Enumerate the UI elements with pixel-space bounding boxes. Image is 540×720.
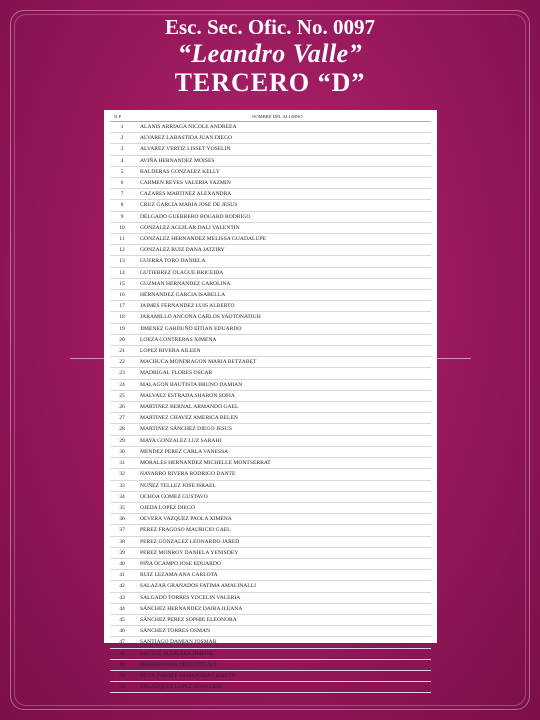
row-number: 35	[110, 502, 134, 513]
table-row	[110, 301, 431, 312]
table-row	[110, 637, 431, 648]
row-number: 21	[110, 346, 134, 357]
student-name: GONZALEZ AGUILAR DALI VALENTIN	[134, 222, 431, 233]
student-name: NUÑEZ TELLEZ JOSE ISRAEL	[134, 480, 431, 491]
table-row	[110, 323, 431, 334]
row-number: 32	[110, 469, 134, 480]
table-row	[110, 603, 431, 614]
row-number: 29	[110, 435, 134, 446]
title-block	[0, 14, 540, 98]
student-name: NAVARRO RIVERA RODRIGO DANTE	[134, 469, 431, 480]
decorative-line-left	[70, 358, 104, 359]
row-number: 9	[110, 211, 134, 222]
table-body	[110, 122, 431, 693]
table-row	[110, 446, 431, 457]
row-number: 26	[110, 402, 134, 413]
row-number: 51	[110, 682, 134, 693]
student-name: SÁNCHEZ TORRES OSMAN	[134, 626, 431, 637]
student-name: SÁNCHEZ HERNANDEZ DAIRA ILEANA	[134, 603, 431, 614]
table-row	[110, 144, 431, 155]
student-name: CAZARES MARTINEZ ALEXANDRA	[134, 189, 431, 200]
row-number: 10	[110, 222, 134, 233]
table-row	[110, 558, 431, 569]
student-name: MADRIGAL FLORES OSCAR	[134, 368, 431, 379]
row-number: 1	[110, 122, 134, 133]
table-row	[110, 514, 431, 525]
row-number: 22	[110, 357, 134, 368]
row-number: 49	[110, 659, 134, 670]
student-name: PIÑA OCAMPO JOSE EDUARDO	[134, 558, 431, 569]
row-number: 50	[110, 670, 134, 681]
table-row	[110, 536, 431, 547]
student-table	[110, 112, 431, 693]
column-header-name: NOMBRE DEL ALUMNO	[134, 112, 431, 122]
row-number: 36	[110, 514, 134, 525]
table-row	[110, 256, 431, 267]
student-name: OCHOA GOMEZ GUSTAVO	[134, 491, 431, 502]
student-name: MALAGON BAUTISTA BRUNO DAMIAN	[134, 379, 431, 390]
row-number: 25	[110, 390, 134, 401]
row-number: 3	[110, 144, 134, 155]
row-number: 37	[110, 525, 134, 536]
school-name: Esc. Sec. Ofic. No. 0097	[165, 15, 375, 39]
row-number: 27	[110, 413, 134, 424]
table-row	[110, 670, 431, 681]
student-name: CARMEN REYES VALERIA YAZMIN	[134, 178, 431, 189]
decorative-line-right	[437, 358, 471, 359]
table-row	[110, 570, 431, 581]
student-name: GUZMAN HERNANDEZ CAROLINA	[134, 278, 431, 289]
student-name: MARTINEZ SÁNCHEZ DIEGO JESUS	[134, 424, 431, 435]
student-name: MACHUCA MONDRAGON MARIA BETZABET	[134, 357, 431, 368]
row-number: 15	[110, 278, 134, 289]
row-number: 8	[110, 200, 134, 211]
table-row	[110, 390, 431, 401]
student-name: GUTIERREZ OLAGUE BRICEIDA	[134, 267, 431, 278]
table-row	[110, 222, 431, 233]
table-row	[110, 334, 431, 345]
row-number: 14	[110, 267, 134, 278]
table-row	[110, 581, 431, 592]
student-name: PEREZ GONZALEZ LEONARDO JARED	[134, 536, 431, 547]
table-row	[110, 458, 431, 469]
student-name: ALANIS ARRIAGA NICOLE ANDREEA	[134, 122, 431, 133]
table-row	[110, 245, 431, 256]
table-row	[110, 424, 431, 435]
student-name: SILVA ZARATE SAMANTHA LIZBETH	[134, 670, 431, 681]
student-name: GONZALEZ RUIZ DANA JATZIRY	[134, 245, 431, 256]
student-name: DELGADO GUERRERO BOGARD RODRIGO	[134, 211, 431, 222]
row-number: 34	[110, 491, 134, 502]
row-number: 39	[110, 547, 134, 558]
table-row	[110, 122, 431, 133]
row-number: 19	[110, 323, 134, 334]
student-name: CRUZ GARCIA MARIA JOSE DE JESUS	[134, 200, 431, 211]
row-number: 40	[110, 558, 134, 569]
student-name: PEREZ MONROY DANIELA YENISDEY	[134, 547, 431, 558]
student-name: ALVAREZ VERTIZ LISSET YOSELIN	[134, 144, 431, 155]
school-subtitle: “Leandro Valle”	[177, 39, 363, 68]
row-number: 13	[110, 256, 134, 267]
student-name: AVIÑA HERNANDEZ MOISES	[134, 155, 431, 166]
row-number: 44	[110, 603, 134, 614]
student-name: SÁNCHEZ PEREZ SOPHIE ELEONORA	[134, 614, 431, 625]
row-number: 42	[110, 581, 134, 592]
table-row	[110, 178, 431, 189]
row-number: 28	[110, 424, 134, 435]
row-number: 43	[110, 592, 134, 603]
table-row	[110, 413, 431, 424]
table-row	[110, 278, 431, 289]
table-row	[110, 346, 431, 357]
table-row	[110, 502, 431, 513]
table-row	[110, 402, 431, 413]
row-number: 7	[110, 189, 134, 200]
row-number: 12	[110, 245, 134, 256]
student-name: VELAZQUEZ LOPEZ JUAN LUIS	[134, 682, 431, 693]
row-number: 33	[110, 480, 134, 491]
student-name: JARAMILLO ANCONA CARLOS YAOTONATIUH	[134, 312, 431, 323]
column-header-number: N.P	[110, 112, 134, 122]
row-number: 41	[110, 570, 134, 581]
row-number: 5	[110, 166, 134, 177]
table-row	[110, 659, 431, 670]
table-row	[110, 312, 431, 323]
table-row	[110, 267, 431, 278]
student-name: LOEZA CONTRERAS XIMENA	[134, 334, 431, 345]
student-list-sheet	[104, 110, 437, 691]
row-number: 38	[110, 536, 134, 547]
student-name: MAYA GONZALEZ LUZ SARAHI	[134, 435, 431, 446]
student-name: SALAZAR GRANADOS FATIMA AMALINALLI	[134, 581, 431, 592]
student-name: SEBASTIAN FLORES CITLALI	[134, 659, 431, 670]
table-row	[110, 682, 431, 693]
student-name: OLVERA VAZQUEZ PAOLA XIMENA	[134, 514, 431, 525]
student-name: MARTINEZ CHAVEZ AMERICA BELEN	[134, 413, 431, 424]
student-name: SALGADO TORRES YOCELIN VALERIA	[134, 592, 431, 603]
row-number: 45	[110, 614, 134, 625]
table-row	[110, 368, 431, 379]
table-row	[110, 547, 431, 558]
student-name: JIMENEZ GARDUÑO EITIAN EDUARDO	[134, 323, 431, 334]
table-row	[110, 626, 431, 637]
student-name: MENDEZ PEREZ CARLA VANESSA	[134, 446, 431, 457]
student-name: SANTOS AGUILERA JIMENA	[134, 648, 431, 659]
row-number: 20	[110, 334, 134, 345]
table-row	[110, 491, 431, 502]
group-title: TERCERO “D”	[174, 68, 366, 97]
row-number: 24	[110, 379, 134, 390]
student-name: MORALES HERNANDEZ MICHELLE MONTSERRAT	[134, 458, 431, 469]
student-name: LOPEZ RIVERA AILEEN	[134, 346, 431, 357]
student-name: PEREZ FRAGOSO MAURICIO GAEL	[134, 525, 431, 536]
row-number: 17	[110, 301, 134, 312]
row-number: 6	[110, 178, 134, 189]
table-row	[110, 133, 431, 144]
row-number: 48	[110, 648, 134, 659]
student-name: GUERRA TORO DANIELA	[134, 256, 431, 267]
student-name: SANTIAGO DAMIAN JOSMAR	[134, 637, 431, 648]
student-name: MARTINEZ BERNAL ARMANDO GAEL	[134, 402, 431, 413]
row-number: 18	[110, 312, 134, 323]
row-number: 4	[110, 155, 134, 166]
student-name: BALDERAS GONZALEZ KELLY	[134, 166, 431, 177]
student-name: JAIMES FERNANDEZ LUIS ALBERTO	[134, 301, 431, 312]
table-header-row	[110, 112, 431, 122]
table-row	[110, 592, 431, 603]
table-row	[110, 469, 431, 480]
student-name: HERNANDEZ GARCIA ISABELLA	[134, 290, 431, 301]
row-number: 16	[110, 290, 134, 301]
student-name: OJEDA LOPEZ DIEGO	[134, 502, 431, 513]
table-row	[110, 234, 431, 245]
row-number: 11	[110, 234, 134, 245]
student-name: ALVAREZ LABASTIDA JUAN DIEGO	[134, 133, 431, 144]
table-row	[110, 166, 431, 177]
row-number: 2	[110, 133, 134, 144]
table-row	[110, 211, 431, 222]
row-number: 30	[110, 446, 134, 457]
table-row	[110, 155, 431, 166]
table-row	[110, 290, 431, 301]
student-name: GONZALEZ HERNANDEZ MELISSA GUADALUPE	[134, 234, 431, 245]
table-row	[110, 379, 431, 390]
table-row	[110, 189, 431, 200]
table-row	[110, 200, 431, 211]
table-row	[110, 614, 431, 625]
table-row	[110, 480, 431, 491]
student-name: RUIZ LEZAMA ANA CARLOTA	[134, 570, 431, 581]
row-number: 46	[110, 626, 134, 637]
table-row	[110, 357, 431, 368]
table-row	[110, 648, 431, 659]
row-number: 47	[110, 637, 134, 648]
table-row	[110, 435, 431, 446]
table-row	[110, 525, 431, 536]
row-number: 31	[110, 458, 134, 469]
row-number: 23	[110, 368, 134, 379]
student-name: MALVAEZ ESTRADA SHARON SOFIA	[134, 390, 431, 401]
